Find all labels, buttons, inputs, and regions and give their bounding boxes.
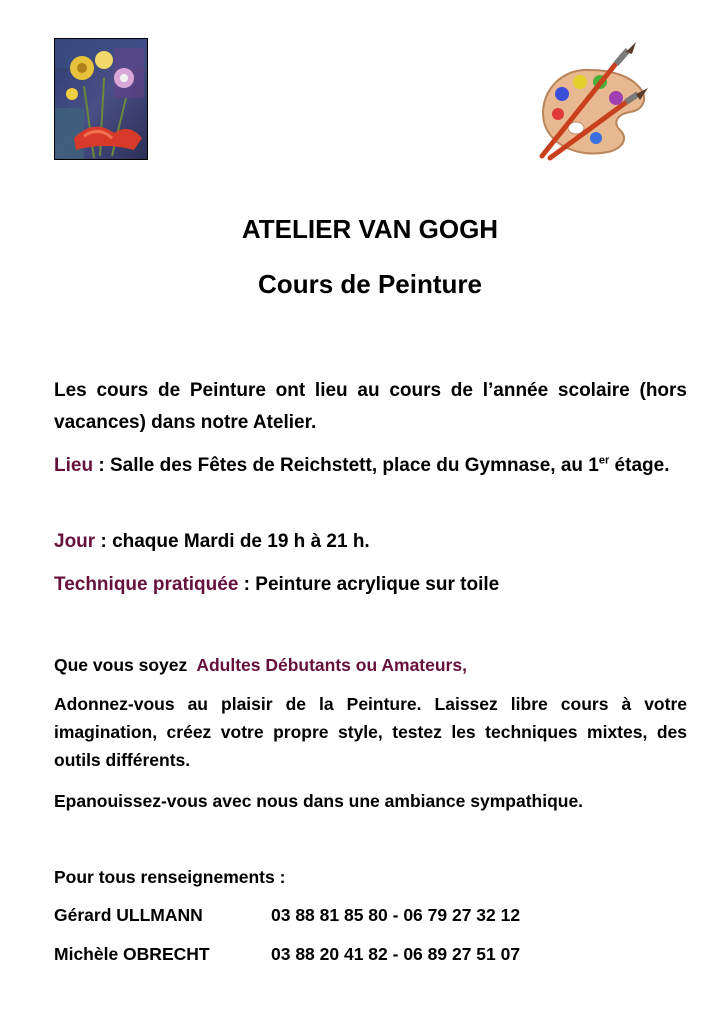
audience-highlight: Adultes Débutants ou Amateurs, bbox=[192, 655, 467, 675]
location-paragraph bbox=[54, 450, 687, 482]
location-label: Lieu bbox=[54, 455, 94, 476]
location-text: Salle des Fêtes de Reichstett, place du Gymnase, au 1 bbox=[104, 455, 599, 476]
audience-lead: Que vous soyez bbox=[54, 655, 193, 675]
ambiance-paragraph: Epanouissez-vous avec nous dans une ambiance sympathique. bbox=[54, 791, 584, 811]
contacts-heading: Pour tous renseignements : bbox=[54, 867, 286, 887]
floor-superscript: er bbox=[598, 454, 610, 467]
page-subtitle: Cours de Peinture bbox=[258, 269, 482, 299]
contact-name: Michèle OBRECHT bbox=[54, 944, 210, 964]
day-paragraph bbox=[54, 526, 687, 558]
palette-brushes-icon bbox=[536, 42, 652, 164]
day-text: : chaque Mardi de 19 h à 21 h. bbox=[95, 531, 370, 552]
contact-row bbox=[54, 905, 687, 926]
audience-paragraph bbox=[54, 651, 687, 679]
intro-paragraph: Les cours de Peinture ont lieu au cours de l’année scolaire (hors vacances) dans notre Atelier. bbox=[54, 380, 687, 433]
flowers-painting-image bbox=[54, 38, 148, 160]
page-title: ATELIER VAN GOGH bbox=[241, 214, 499, 244]
day-label: Jour bbox=[54, 531, 96, 552]
contact-phones: 03 88 81 85 80 - 06 79 27 32 12 bbox=[271, 905, 521, 925]
contact-phones: 03 88 20 41 82 - 06 89 27 51 07 bbox=[271, 944, 521, 964]
contact-name: Gérard ULLMANN bbox=[54, 905, 203, 925]
location-separator: : bbox=[93, 455, 105, 476]
technique-paragraph bbox=[54, 569, 687, 601]
location-text-end: étage. bbox=[609, 455, 670, 476]
invite-paragraph: Adonnez-vous au plaisir de la Peinture. Laissez libre cours à votre imagination, créez votre propre style, testez les techniques mixtes, des outils différents. bbox=[54, 694, 687, 770]
technique-text: : Peinture acrylique sur toile bbox=[238, 574, 500, 595]
contact-row bbox=[54, 944, 687, 965]
technique-label: Technique pratiquée bbox=[54, 574, 239, 595]
